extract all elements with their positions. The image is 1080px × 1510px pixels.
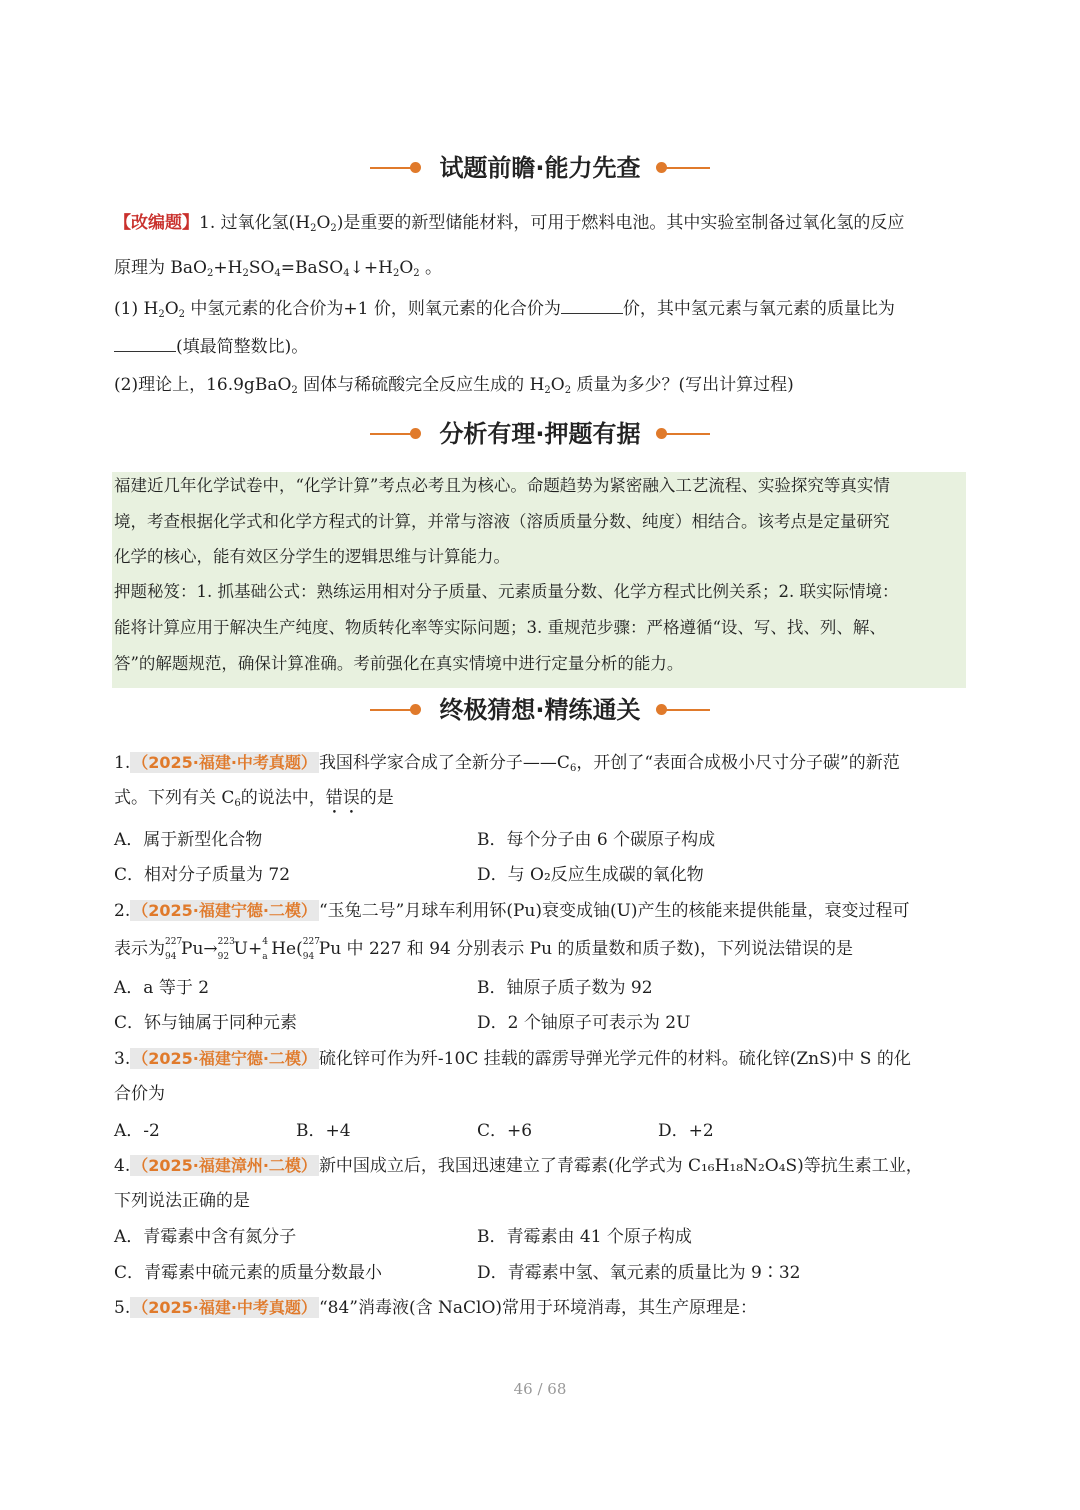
option-b[interactable]: B．铀原子质子数为 92	[477, 978, 653, 998]
question-2-cont	[114, 937, 853, 962]
text: 1. 过氧化氢(	[199, 213, 296, 233]
text: 质量为多少？(写出计算过程)	[571, 375, 794, 395]
nuclide-notation: 227 94	[165, 936, 183, 962]
text: 新中国成立后，我国迅速建立了青霉素(化学式为 C₁₆H₁₈N₂O₄S)等抗生素工业，	[318, 1156, 923, 1176]
analysis-text: 福建近几年化学试卷中，“化学计算”考点必考且为核心。命题趋势为紧密融入工艺流程、实验探究等真实情	[114, 476, 890, 495]
text: 式。下列有关 C	[114, 788, 235, 808]
heading-text: 终极猜想·精练通关	[439, 696, 641, 724]
question-source-tag: （2025·福建宁德·二模）	[132, 1049, 317, 1068]
question-number: 5.	[114, 1298, 131, 1318]
question-2	[114, 899, 910, 923]
question-number: 2.	[114, 901, 131, 921]
option-c[interactable]: C．钚与铀属于同种元素	[114, 1013, 298, 1033]
analysis-text: 化学的核心，能有效区分学生的逻辑思维与计算能力。	[114, 547, 510, 566]
adapted-question-tag: 【改编题】	[114, 213, 199, 233]
text: 硫化锌可作为歼-10C 挂载的霹雳导弹光学元件的材料。硫化锌(ZnS)中 S 的化	[318, 1049, 911, 1069]
heading-text: 试题前瞻·能力先查	[439, 154, 641, 182]
option-b[interactable]: B．青霉素由 41 个原子构成	[477, 1227, 692, 1247]
section-heading-preview	[0, 148, 1080, 188]
text: 的是	[359, 788, 394, 808]
option-d[interactable]: D．+2	[658, 1121, 714, 1141]
question-4	[114, 1154, 923, 1178]
text: Pu 中 227 和 94 分别表示 Pu 的质量数和质子数)，下列说法错误的是	[318, 939, 854, 959]
text: 原理为	[114, 258, 171, 278]
question-source-tag: （2025·福建·中考真题）	[132, 753, 317, 772]
analysis-text: 境，考查根据化学式和化学方程式的计算，并常与溶液（溶质质量分数、纯度）相结合。该考点是定量研究	[114, 512, 890, 531]
intro-question-line2: 原理为 $BaO_2+H_2SO_4=BaSO_4↓+H_2O_2$ 。	[114, 258, 443, 279]
text: 我国科学家合成了全新分子——C	[318, 753, 570, 773]
option-c[interactable]: C．青霉素中硫元素的质量分数最小	[114, 1263, 383, 1283]
answer-blank[interactable]	[114, 335, 176, 352]
nuclide-notation: 223 92	[217, 936, 235, 962]
text: (2)理论上，16.9g	[114, 375, 255, 395]
option-a[interactable]: A．青霉素中含有氮分子	[114, 1227, 297, 1247]
question-1: 1. （2025·福建·中考真题） 我国科学家合成了全新分子$——C_6$，开创了“表面合成极小尺寸分子碳”的新范	[114, 753, 900, 774]
text: “84”消毒液(含 NaClO)常用于环境消毒，其生产原理是：	[318, 1298, 758, 1318]
intro-subquestion-2: (2)理论上，16.9gBaO$_2$ 固体与稀硫酸完全反应生成的 $H_2O_2$ 质量为多少？(写出计算过程)	[114, 375, 794, 396]
option-d[interactable]: D．与 O₂反应生成碳的氧化物	[477, 865, 704, 885]
section-heading-practice	[0, 690, 1080, 730]
question-source-tag: （2025·福建宁德·二模）	[132, 901, 317, 920]
text: 的说法中，	[240, 788, 326, 808]
text: (填最简整数比)。	[176, 337, 309, 357]
text: )是重要的新型储能材料，可用于燃料电池。其中实验室制备过氧化氢的反应	[336, 213, 905, 233]
text: Pu→	[181, 939, 218, 959]
text: “玉兔二号”月球车利用钚(Pu)衰变成铀(U)产生的核能来提供能量，衰变过程可	[318, 901, 910, 921]
text: 。	[419, 258, 443, 278]
question-3	[114, 1047, 911, 1071]
question-1-cont: 式。下列有关 $C_6$的说法中，错误的是	[114, 788, 394, 809]
text: 表示为	[114, 939, 165, 959]
text: (1)	[114, 299, 144, 319]
option-c[interactable]: C．相对分子质量为 72	[114, 865, 291, 885]
text: He(	[271, 939, 303, 959]
option-d[interactable]: D．青霉素中氢、氧元素的质量比为 9∶32	[477, 1263, 801, 1283]
text: U+	[233, 939, 263, 959]
intro-subquestion-1: (1) $H_2O_2$ 中氢元素的化合价为+1 价，则氧元素的化合价为 价，其中氢元素与氧元素的质量比为	[114, 299, 895, 320]
intro-subquestion-1-cont	[114, 335, 308, 359]
option-b[interactable]: B．+4	[296, 1121, 351, 1141]
question-5	[114, 1296, 757, 1320]
option-d[interactable]: D．2 个铀原子可表示为 2U	[477, 1013, 691, 1033]
analysis-tips: 答”的解题规范，确保计算准确。考前强化在真实情境中进行定量分析的能力。	[114, 654, 684, 673]
question-number: 3.	[114, 1049, 131, 1069]
question-number: 4.	[114, 1156, 131, 1176]
option-c[interactable]: C．+6	[477, 1121, 533, 1141]
option-a[interactable]: A．a 等于 2	[114, 978, 210, 998]
question-4-cont: 下列说法正确的是	[114, 1191, 250, 1211]
page-number: 46 / 68	[513, 1380, 567, 1398]
section-heading-analysis	[0, 414, 1080, 454]
option-a[interactable]: A．属于新型化合物	[114, 830, 263, 850]
text: 价，其中氢元素与氧元素的质量比为	[622, 299, 895, 319]
question-source-tag: （2025·福建漳州·二模）	[132, 1156, 317, 1175]
heading-text: 分析有理·押题有据	[439, 420, 641, 448]
analysis-tips: 能将计算应用于解决生产纯度、物质转化率等实际问题；3. 重规范步骤：严格遵循“设、写、找、列、解、	[114, 618, 886, 637]
nuclide-notation: 4 a	[262, 936, 268, 962]
option-b[interactable]: B．每个分子由 6 个碳原子构成	[477, 830, 716, 850]
analysis-tips: 押题秘笈：1. 抓基础公式：熟练运用相对分子质量、元素质量分数、化学方程式比例关系；2. 联实际情境：	[114, 582, 899, 601]
text: 固体与稀硫酸完全反应生成的	[297, 375, 530, 395]
text: ，开创了“表面合成极小尺寸分子碳”的新范	[576, 753, 900, 773]
intro-question-line1: 【改编题】1. 过氧化氢$(H_2O_2)$是重要的新型储能材料，可用于燃料电池。其中实验室制备过氧化氢的反应	[114, 213, 905, 234]
option-a[interactable]: A．-2	[114, 1121, 160, 1141]
question-source-tag: （2025·福建·中考真题）	[132, 1298, 317, 1317]
answer-blank[interactable]	[561, 297, 623, 314]
emphasis-text: 错误	[325, 788, 360, 808]
text: 中氢元素的化合价为+1 价，则氧元素的化合价为	[185, 299, 561, 319]
nuclide-notation: 227 94	[302, 936, 320, 962]
question-number: 1.	[114, 753, 131, 773]
question-3-cont: 合价为	[114, 1084, 165, 1104]
